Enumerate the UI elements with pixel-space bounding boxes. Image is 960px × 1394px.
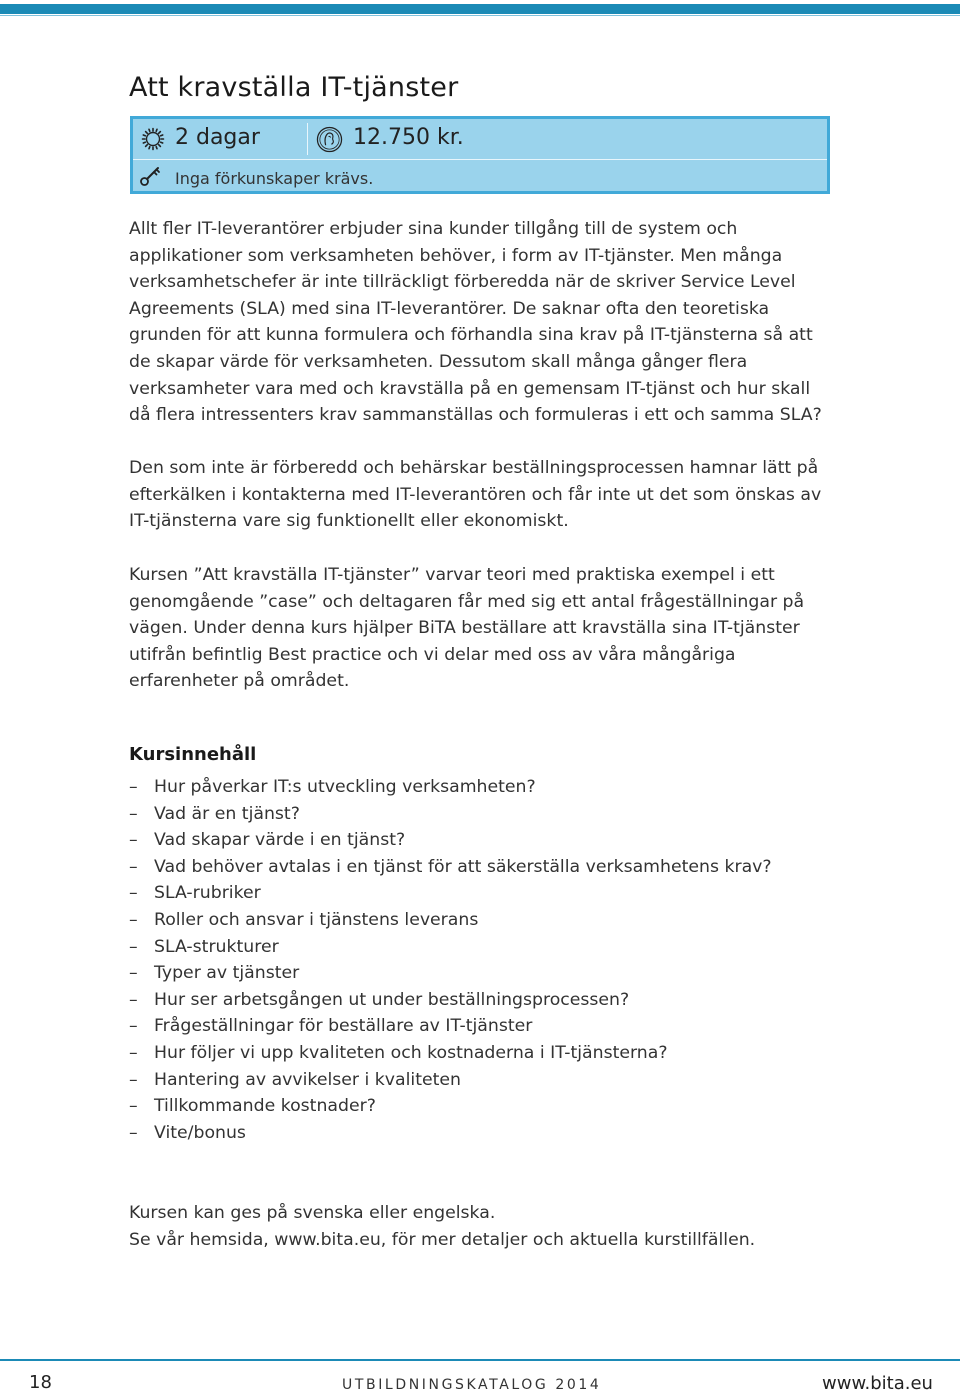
list-item-text: Hur ser arbetsgången ut under beställningsprocessen? <box>154 989 630 1010</box>
closing-language-note: Kursen kan ges på svenska eller engelska. <box>129 1203 496 1223</box>
footer-divider <box>0 1359 960 1361</box>
list-bullet: – <box>129 1122 138 1143</box>
course-info-box <box>130 116 830 194</box>
list-bullet: – <box>129 1016 138 1037</box>
list-item-text: Vad skapar värde i en tjänst? <box>154 830 406 851</box>
footer-catalog-title: UTBILDNINGSKATALOG 2014 <box>342 1377 602 1393</box>
list-bullet: – <box>129 777 138 797</box>
list-bullet: – <box>129 1069 138 1090</box>
closing-website-note: Se vår hemsida, www.bita.eu, för mer detaljer och aktuella kurstillfällen. <box>129 1229 756 1250</box>
course-prerequisites: Inga förkunskaper krävs. <box>175 169 374 188</box>
list-item-text: Hur följer vi upp kvaliteten och kostnaderna i IT-tjänsterna? <box>154 1042 668 1063</box>
list-item <box>129 801 772 828</box>
course-price: 12.750 kr. <box>353 125 464 150</box>
risk-paragraph: Den som inte är förberedd och behärskar beställningsprocessen hamnar lätt på efterkälken i kontakterna med IT-leverantören och får inte ut det som önskas av IT-tjänsterna vare sig funktionellt eller ekonomiskt. <box>129 458 822 532</box>
list-item <box>129 1093 772 1120</box>
list-item-text: Vad är en tjänst? <box>154 803 300 824</box>
info-row-duration-price <box>133 119 827 160</box>
list-item-text: Hur påverkar IT:s utveckling verksamheten? <box>154 777 536 797</box>
list-bullet: – <box>129 936 138 957</box>
list-item-text: SLA-rubriker <box>154 883 261 904</box>
list-item <box>129 1067 772 1094</box>
list-item-text: Typer av tjänster <box>154 963 300 984</box>
list-item <box>129 987 772 1014</box>
intro-paragraph: Allt fler IT-leverantörer erbjuder sina kunder tillgång till de system och applikationer som verksamheten behöver, i form av IT-tjänster. Men många verksamhetschefer är inte tillräckligt förberedda när de skriver Service Level Agreements (SLA) med sina IT-leverantörer. De saknar ofta den teoretiska grunden för att kunna formulera och förhandla sina krav på IT-tjänsterna så att de skapar värde för verksamheten. Dessutom skall många gånger flera verksamheter vara med och kravställa på en gemensam IT-tjänst och hur skall då flera intressenters krav sammanställas och formuleras i ett och samma SLA? <box>129 219 822 426</box>
list-item-text: Hantering av avvikelser i kvaliteten <box>154 1069 461 1090</box>
list-bullet: – <box>129 989 138 1010</box>
list-bullet: – <box>129 803 138 824</box>
list-bullet: – <box>129 1042 138 1063</box>
key-icon <box>139 165 161 187</box>
page-number: 18 <box>29 1372 52 1393</box>
list-bullet: – <box>129 909 138 930</box>
list-item-text: SLA-strukturer <box>154 936 279 957</box>
list-bullet: – <box>129 963 138 984</box>
list-item <box>129 1120 772 1147</box>
course-duration: 2 dagar <box>175 125 260 150</box>
list-item <box>129 774 772 801</box>
list-bullet: – <box>129 830 138 851</box>
list-item <box>129 854 772 881</box>
info-divider <box>307 123 308 155</box>
list-item <box>129 934 772 961</box>
sun-icon <box>141 127 165 151</box>
footer-website-link[interactable]: www.bita.eu <box>822 1373 933 1394</box>
course-description-paragraph: Kursen ”Att kravställa IT-tjänster” varvar teori med praktiska exempel i ett genomgående ”case” och deltagaren får med sig ett antal frågeställningar på vägen. Under denna kurs hjälper BiTA beställare att kravställa sina IT-tjänster utifrån befintlig Best practice och vi delar med oss av våra mångåriga erfarenheter på området. <box>129 565 805 692</box>
list-item-text: Vad behöver avtalas i en tjänst för att säkerställa verksamhetens krav? <box>154 856 772 877</box>
top-accent-bar <box>0 4 960 14</box>
list-bullet: – <box>129 883 138 904</box>
content-list <box>129 774 772 1146</box>
page-title: Att kravställa IT-tjänster <box>129 72 459 103</box>
closing-paragraph <box>129 1200 755 1253</box>
coin-icon <box>316 126 343 153</box>
list-item <box>129 907 772 934</box>
list-item <box>129 1013 772 1040</box>
list-item <box>129 880 772 907</box>
list-item-text: Tillkommande kostnader? <box>154 1096 376 1117</box>
list-item <box>129 1040 772 1067</box>
list-item-text: Roller och ansvar i tjänstens leverans <box>154 909 479 930</box>
top-accent-line <box>0 15 960 16</box>
content-heading: Kursinnehåll <box>129 744 257 765</box>
list-item <box>129 960 772 987</box>
list-item-text: Frågeställningar för beställare av IT-tjänster <box>154 1016 533 1037</box>
list-bullet: – <box>129 856 138 877</box>
list-item <box>129 827 772 854</box>
list-bullet: – <box>129 1096 138 1117</box>
list-item-text: Vite/bonus <box>154 1122 246 1143</box>
